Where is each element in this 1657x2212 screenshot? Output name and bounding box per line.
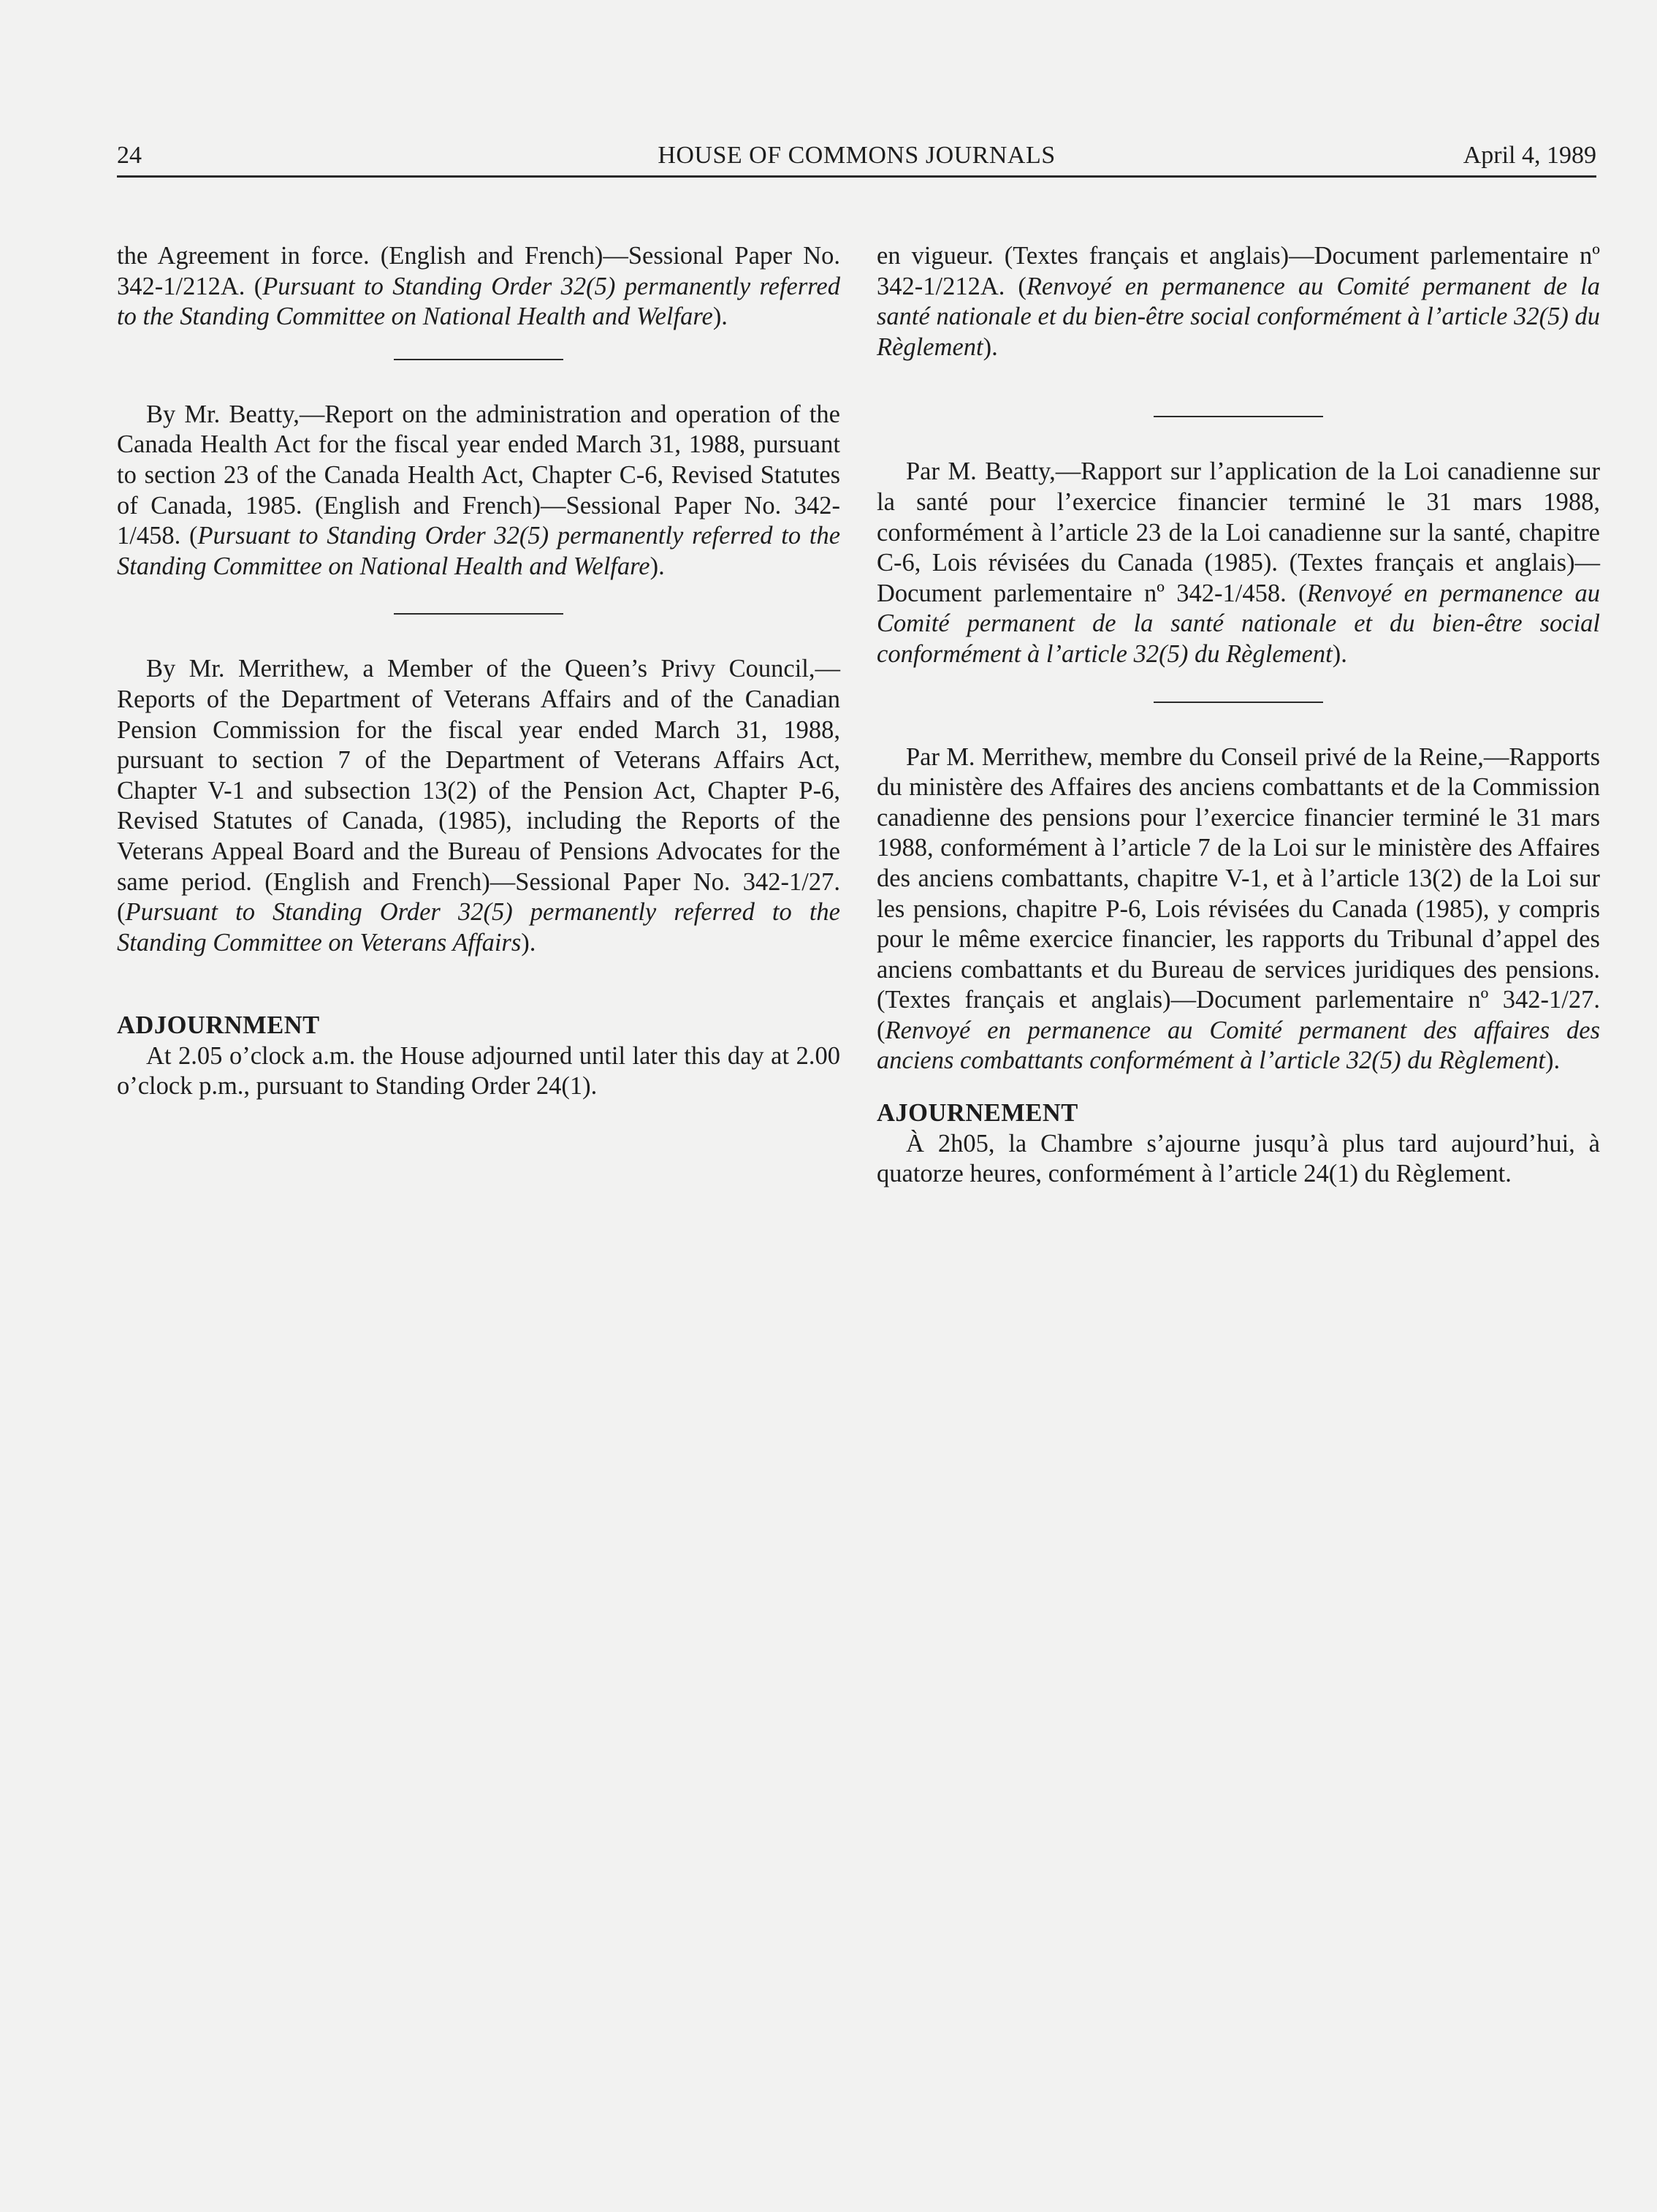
french-adjournment-text: À 2h05, la Chambre s’ajourne jusqu’à plus tard aujourd’hui, à quatorze heures, conformément à l’article 24(1) du Règlement. <box>877 1129 1600 1188</box>
french-entry-merrithew: Par M. Merrithew, membre du Conseil privé de la Reine,—Rapports du ministère des Affaires des anciens combattants et de la Commission canadienne des pensions pour l’exercice financier terminé le 31 mars 1988, conformément à l’article 7 de la Loi sur le ministère des Affaires des anciens combattants, chapitre V-1, et à l’article 13(2) de la Loi sur les pensions, chapitre P-6, Lois révisées du Canada (1985), y compris pour le même exercice financier, les rapports du Tribunal d’appel des anciens combattants et du Bureau de services juridiques des pensions. (Textes français et anglais)—Document parlementaire nº 342-1/27. (Renvoyé en permanence au Comité permanent des affaires des anciens combattants conformément à l’article 32(5) du Règlement). <box>877 742 1600 1075</box>
english-column <box>117 241 840 1102</box>
section-separator <box>394 613 563 615</box>
journal-date: April 4, 1989 <box>1463 142 1596 169</box>
english-entry-beatty: By Mr. Beatty,—Report on the administration and operation of the Canada Health Act for the fiscal year ended March 31, 1988, pursuant to section 23 of the Canada Health Act, Chapter C-6, Revised Statutes of Canada, 1985. (English and French)—Sessional Paper No. 342-1/458. (Pursuant to Standing Order 32(5) permanently referred to the Standing Committee on National Health and Welfare). <box>117 400 841 580</box>
running-header <box>117 137 1596 174</box>
section-separator <box>1154 416 1323 417</box>
french-adjournment-heading: AJOURNEMENT <box>877 1099 1078 1128</box>
journal-title: HOUSE OF COMMONS JOURNALS <box>658 142 1056 169</box>
english-entry-agreement: the Agreement in force. (English and French)—Sessional Paper No. 342-1/212A. (Pursuant to Standing Order 32(5) permanently referred to the Standing Committee on National Health and Welfare). <box>117 242 840 331</box>
header-rule <box>117 175 1596 178</box>
english-adjournment-heading: ADJOURNMENT <box>117 1011 320 1040</box>
english-entry-merrithew: By Mr. Merrithew, a Member of the Queen’s Privy Council,—Reports of the Department of Veterans Affairs and of the Canadian Pension Commission for the fiscal year ended March 31, 1988, pursuant to section 7 of the Department of Veterans Affairs Act, Chapter V-1 and subsection 13(2) of the Pension Act, Chapter P-6, Revised Statutes of Canada, (1985), including the Reports of the Veterans Appeal Board and the Bureau of Pensions Advocates for the same period. (English and French)—Sessional Paper No. 342-1/27. (Pursuant to Standing Order 32(5) permanently referred to the Standing Committee on Veterans Affairs). <box>117 655 840 957</box>
section-separator <box>394 359 563 360</box>
french-entry-beatty: Par M. Beatty,—Rapport sur l’application de la Loi canadienne sur la santé pour l’exercice financier terminé le 31 mars 1988, conformément à l’article 23 de la Loi canadienne sur la santé, chapitre C-6, Lois révisées du Canada (1985). (Textes français et anglais)—Document parlementaire nº 342-1/458. (Renvoyé en permanence au Comité permanent de la santé nationale et du bien-être social conformément à l’article 32(5) du Règlement). <box>877 457 1600 668</box>
english-adjournment-text: At 2.05 o’clock a.m. the House adjourned until later this day at 2.00 o’clock p.m., pursuant to Standing Order 24(1). <box>117 1041 840 1101</box>
french-entry-agreement: en vigueur. (Textes français et anglais)—Document parlementaire nº 342-1/212A. (Renvoyé en permanence au Comité permanent de la santé nationale et du bien-être social conformément à l’article 32(5) du Règlement). <box>877 242 1600 361</box>
section-separator <box>1154 702 1323 703</box>
french-column <box>877 241 1600 1190</box>
page-number: 24 <box>117 142 142 169</box>
